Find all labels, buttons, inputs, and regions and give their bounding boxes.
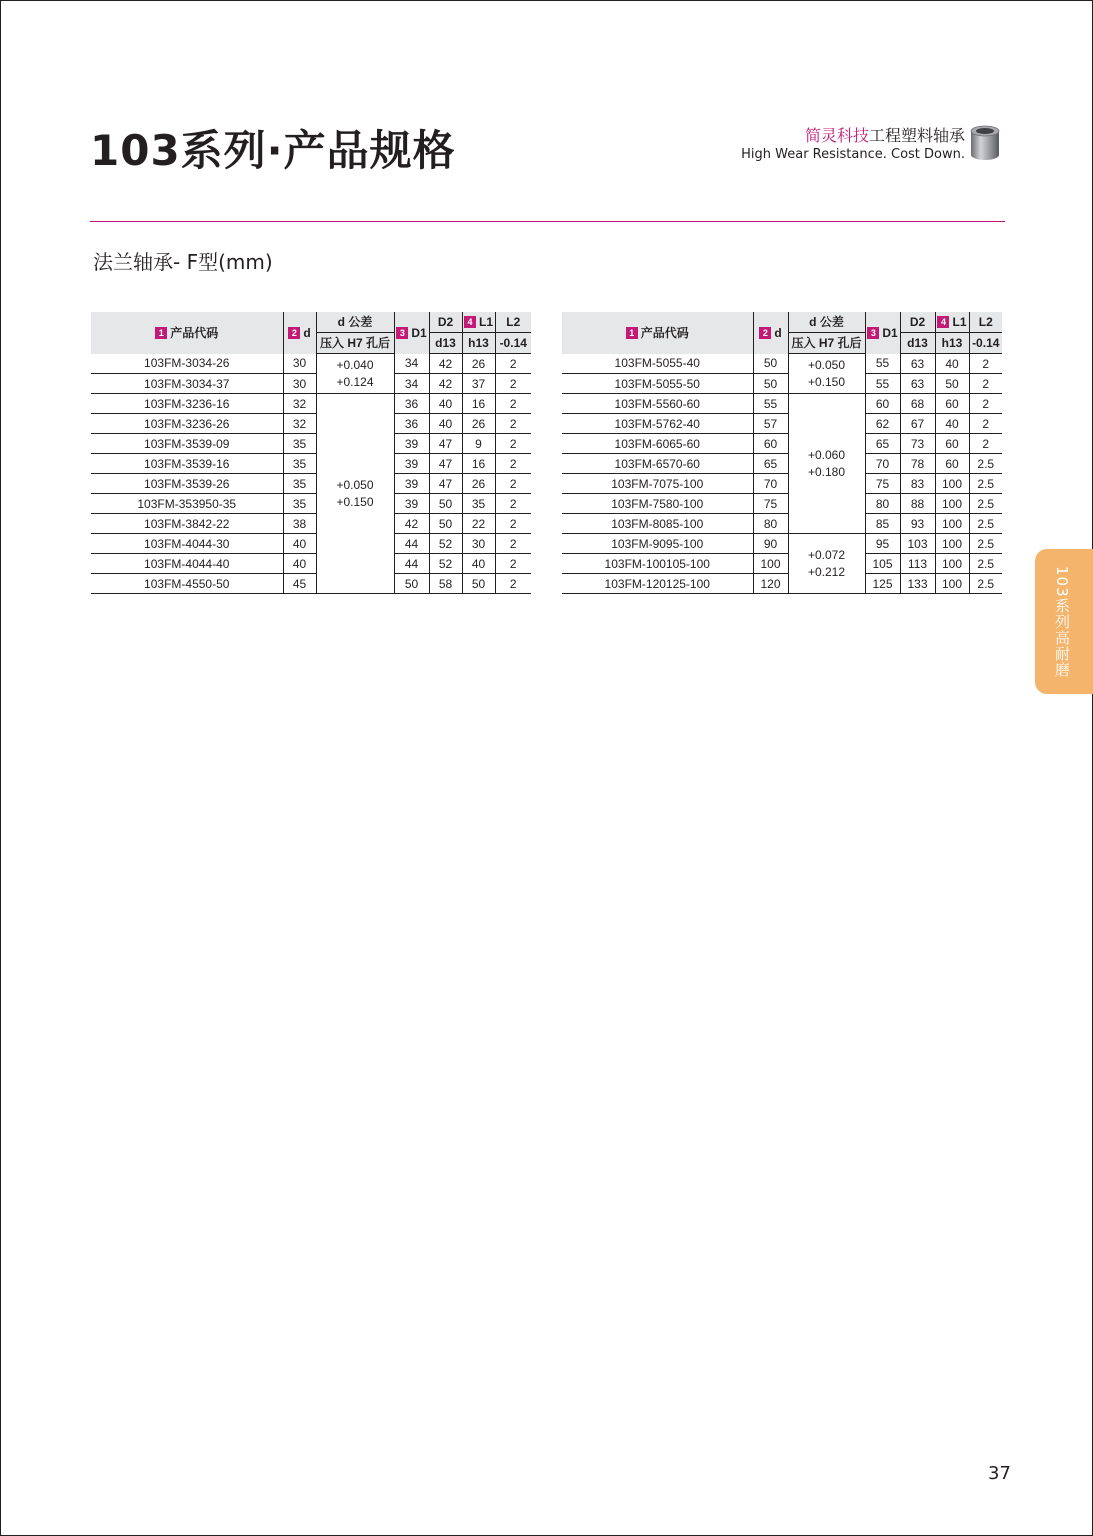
L2-cell: 2.5 — [969, 574, 1002, 594]
header-D1-label: D1 — [882, 325, 898, 340]
L1-cell: 16 — [462, 454, 495, 474]
header-tolerance: d 公差 — [788, 312, 865, 333]
d-cell: 32 — [283, 394, 316, 414]
header-tolerance: d 公差 — [316, 312, 394, 333]
table-row — [562, 434, 1002, 454]
L1-cell: 100 — [935, 474, 969, 494]
tolerance-upper: +0.050 — [336, 477, 374, 492]
D2-cell: 40 — [429, 414, 462, 434]
product-code-cell: 103FM-4044-30 — [91, 534, 283, 554]
tolerance-cell — [316, 394, 394, 594]
d-cell: 70 — [753, 474, 788, 494]
d-cell: 120 — [753, 574, 788, 594]
D1-cell: 95 — [865, 534, 900, 554]
L1-cell: 30 — [462, 534, 495, 554]
L1-cell: 50 — [462, 574, 495, 594]
L1-cell: 26 — [462, 474, 495, 494]
header-L1 — [935, 312, 969, 333]
tolerance-upper: +0.050 — [807, 357, 846, 372]
header-d — [283, 312, 316, 354]
L1-cell: 26 — [462, 414, 495, 434]
d-cell: 35 — [283, 474, 316, 494]
header-L1-sub: h13 — [935, 333, 969, 354]
L1-cell: 26 — [462, 354, 495, 374]
header-L1-sub: h13 — [462, 333, 495, 354]
table-row — [91, 434, 531, 454]
D2-cell: 42 — [429, 374, 462, 394]
table-row — [562, 554, 1002, 574]
D1-cell: 44 — [394, 554, 429, 574]
table-row — [562, 514, 1002, 534]
L1-cell: 40 — [935, 354, 969, 374]
L2-cell: 2.5 — [969, 554, 1002, 574]
d-cell: 40 — [283, 554, 316, 574]
marker-badge: 1 — [626, 327, 638, 339]
D2-cell: 93 — [900, 514, 935, 534]
table-row — [91, 454, 531, 474]
tolerance-lower: +0.150 — [336, 494, 374, 509]
product-code-cell: 103FM-5055-50 — [562, 374, 753, 394]
brand-accent-text: 简灵科技 — [804, 126, 869, 145]
tolerance-values — [317, 357, 394, 391]
marker-badge: 2 — [759, 327, 771, 339]
tolerance-lower: +0.212 — [807, 564, 846, 579]
table-row — [91, 554, 531, 574]
L2-cell: 2 — [495, 434, 531, 454]
D1-cell: 65 — [865, 434, 900, 454]
D2-cell: 133 — [900, 574, 935, 594]
L2-cell: 2 — [495, 574, 531, 594]
L2-cell: 2 — [969, 354, 1002, 374]
L2-cell: 2 — [495, 454, 531, 474]
d-cell: 60 — [753, 434, 788, 454]
section-title: 法兰轴承- F型(mm) — [93, 250, 273, 274]
D1-cell: 125 — [865, 574, 900, 594]
L2-cell: 2 — [969, 414, 1002, 434]
product-code-cell: 103FM-3034-26 — [91, 354, 283, 374]
marker-badge: 2 — [288, 327, 300, 339]
table-row — [91, 394, 531, 414]
L1-cell: 16 — [462, 394, 495, 414]
L2-cell: 2 — [495, 354, 531, 374]
D2-cell: 47 — [429, 474, 462, 494]
brand-name — [741, 126, 965, 146]
L1-cell: 37 — [462, 374, 495, 394]
product-code-cell: 103FM-4044-40 — [91, 554, 283, 574]
D1-cell: 55 — [865, 374, 900, 394]
D1-cell: 55 — [865, 354, 900, 374]
L2-cell: 2 — [969, 434, 1002, 454]
product-code-cell: 103FM-3236-26 — [91, 414, 283, 434]
product-code-cell: 103FM-353950-35 — [91, 494, 283, 514]
L1-cell: 100 — [935, 494, 969, 514]
table-row — [91, 374, 531, 394]
D2-cell: 67 — [900, 414, 935, 434]
D2-cell: 63 — [900, 374, 935, 394]
d-cell: 35 — [283, 454, 316, 474]
d-cell: 30 — [283, 374, 316, 394]
title-divider — [90, 221, 1005, 222]
product-code-cell: 103FM-3236-16 — [91, 394, 283, 414]
D2-cell: 52 — [429, 534, 462, 554]
L1-cell: 40 — [935, 414, 969, 434]
L2-cell: 2 — [495, 554, 531, 574]
d-cell: 45 — [283, 574, 316, 594]
tolerance-upper: +0.072 — [807, 547, 846, 562]
page-title: 103系列·产品规格 — [90, 126, 456, 175]
table-row — [91, 494, 531, 514]
spec-table-right — [562, 312, 1002, 594]
header-product-code-label: 产品代码 — [170, 325, 219, 340]
D2-cell: 50 — [429, 514, 462, 534]
L2-cell: 2 — [969, 374, 1002, 394]
product-code-cell: 103FM-3539-16 — [91, 454, 283, 474]
D2-cell: 50 — [429, 494, 462, 514]
product-code-cell: 103FM-7580-100 — [562, 494, 753, 514]
d-cell: 65 — [753, 454, 788, 474]
product-code-cell: 103FM-3034-37 — [91, 374, 283, 394]
D2-cell: 83 — [900, 474, 935, 494]
L2-cell: 2.5 — [969, 474, 1002, 494]
d-cell: 57 — [753, 414, 788, 434]
product-code-cell: 103FM-120125-100 — [562, 574, 753, 594]
L1-cell: 60 — [935, 394, 969, 414]
L2-cell: 2.5 — [969, 514, 1002, 534]
header-L2-sub: -0.14 — [969, 333, 1002, 354]
D1-cell: 80 — [865, 494, 900, 514]
L2-cell: 2.5 — [969, 454, 1002, 474]
header-tolerance-sub: 压入 H7 孔后 — [316, 333, 394, 354]
D1-cell: 39 — [394, 474, 429, 494]
d-cell: 38 — [283, 514, 316, 534]
tolerance-lower: +0.150 — [807, 374, 846, 389]
header-product-code-label: 产品代码 — [640, 325, 689, 340]
table-row — [91, 474, 531, 494]
bearing-icon — [968, 124, 1002, 162]
product-code-cell: 103FM-6570-60 — [562, 454, 753, 474]
header-D2-sub: d13 — [429, 333, 462, 354]
D2-cell: 42 — [429, 354, 462, 374]
product-code-cell: 103FM-3539-09 — [91, 434, 283, 454]
L2-cell: 2 — [495, 474, 531, 494]
spec-table-body — [562, 354, 1002, 594]
spec-table-body — [91, 354, 531, 594]
header-L2-sub: -0.14 — [495, 333, 531, 354]
header-L2: L2 — [969, 312, 1002, 333]
tolerance-values — [789, 357, 865, 391]
L1-cell: 100 — [935, 534, 969, 554]
header-D1-label: D1 — [411, 325, 427, 340]
header-product-code — [562, 312, 753, 354]
header-L2: L2 — [495, 312, 531, 333]
D2-cell: 68 — [900, 394, 935, 414]
table-row — [562, 474, 1002, 494]
d-cell: 40 — [283, 534, 316, 554]
marker-badge: 4 — [937, 316, 949, 328]
L1-cell: 60 — [935, 434, 969, 454]
d-cell: 55 — [753, 394, 788, 414]
header-D1 — [865, 312, 900, 354]
table-row — [91, 514, 531, 534]
d-cell: 100 — [753, 554, 788, 574]
product-code-cell: 103FM-3842-22 — [91, 514, 283, 534]
marker-badge: 3 — [396, 327, 408, 339]
D1-cell: 39 — [394, 434, 429, 454]
table-row — [562, 534, 1002, 554]
D1-cell: 36 — [394, 394, 429, 414]
D1-cell: 36 — [394, 414, 429, 434]
L1-cell: 100 — [935, 514, 969, 534]
D2-cell: 40 — [429, 394, 462, 414]
L2-cell: 2 — [495, 374, 531, 394]
product-code-cell: 103FM-9095-100 — [562, 534, 753, 554]
tolerance-values — [789, 447, 865, 481]
table-row — [562, 494, 1002, 514]
tolerance-cell — [316, 354, 394, 394]
tolerance-lower: +0.124 — [336, 374, 374, 389]
table-row — [91, 354, 531, 374]
header-d-label: d — [303, 325, 311, 340]
D1-cell: 39 — [394, 454, 429, 474]
header-d — [753, 312, 788, 354]
D2-cell: 58 — [429, 574, 462, 594]
L2-cell: 2 — [969, 394, 1002, 414]
D1-cell: 85 — [865, 514, 900, 534]
L2-cell: 2 — [495, 414, 531, 434]
d-cell: 32 — [283, 414, 316, 434]
L2-cell: 2 — [495, 514, 531, 534]
product-code-cell: 103FM-3539-26 — [91, 474, 283, 494]
D2-cell: 113 — [900, 554, 935, 574]
D1-cell: 42 — [394, 514, 429, 534]
header-D2: D2 — [900, 312, 935, 333]
L1-cell: 100 — [935, 554, 969, 574]
header-D2-sub: d13 — [900, 333, 935, 354]
marker-badge: 1 — [155, 327, 167, 339]
d-cell: 30 — [283, 354, 316, 374]
d-cell: 75 — [753, 494, 788, 514]
d-cell: 90 — [753, 534, 788, 554]
product-code-cell: 103FM-8085-100 — [562, 514, 753, 534]
d-cell: 35 — [283, 434, 316, 454]
D1-cell: 39 — [394, 494, 429, 514]
L1-cell: 50 — [935, 374, 969, 394]
D1-cell: 44 — [394, 534, 429, 554]
d-cell: 80 — [753, 514, 788, 534]
brand-product-text: 工程塑料轴承 — [868, 126, 965, 145]
header-L1-label: L1 — [952, 315, 967, 329]
d-cell: 50 — [753, 374, 788, 394]
d-cell: 50 — [753, 354, 788, 374]
L1-cell: 9 — [462, 434, 495, 454]
product-code-cell: 103FM-5560-60 — [562, 394, 753, 414]
table-row — [562, 374, 1002, 394]
D2-cell: 78 — [900, 454, 935, 474]
header-product-code — [91, 312, 283, 354]
D2-cell: 73 — [900, 434, 935, 454]
product-code-cell: 103FM-5055-40 — [562, 354, 753, 374]
section-side-tab-label: 103系列高耐磨 — [1053, 566, 1071, 678]
product-code-cell: 103FM-100105-100 — [562, 554, 753, 574]
D2-cell: 47 — [429, 454, 462, 474]
table-row — [91, 574, 531, 594]
header-tolerance-sub: 压入 H7 孔后 — [788, 333, 865, 354]
marker-badge: 4 — [464, 316, 476, 328]
D2-cell: 47 — [429, 434, 462, 454]
tolerance-values — [317, 477, 394, 511]
D1-cell: 50 — [394, 574, 429, 594]
D1-cell: 62 — [865, 414, 900, 434]
L2-cell: 2 — [495, 534, 531, 554]
L2-cell: 2 — [495, 494, 531, 514]
page-number: 37 — [988, 1463, 1011, 1484]
D1-cell: 75 — [865, 474, 900, 494]
tolerance-cell — [788, 394, 865, 534]
spec-table-left — [91, 312, 531, 594]
L1-cell: 35 — [462, 494, 495, 514]
brand-block — [741, 126, 965, 164]
L2-cell: 2.5 — [969, 534, 1002, 554]
table-row — [562, 454, 1002, 474]
L2-cell: 2 — [495, 394, 531, 414]
product-code-cell: 103FM-7075-100 — [562, 474, 753, 494]
L2-cell: 2.5 — [969, 494, 1002, 514]
D1-cell: 60 — [865, 394, 900, 414]
D1-cell: 105 — [865, 554, 900, 574]
table-row — [562, 414, 1002, 434]
tolerance-values — [789, 547, 865, 581]
header-d-label: d — [774, 325, 782, 340]
D1-cell: 70 — [865, 454, 900, 474]
tolerance-upper: +0.060 — [807, 447, 846, 462]
D2-cell: 88 — [900, 494, 935, 514]
marker-badge: 3 — [867, 327, 879, 339]
tolerance-upper: +0.040 — [336, 357, 374, 372]
product-code-cell: 103FM-6065-60 — [562, 434, 753, 454]
d-cell: 35 — [283, 494, 316, 514]
header-D2: D2 — [429, 312, 462, 333]
header-L1 — [462, 312, 495, 333]
L1-cell: 40 — [462, 554, 495, 574]
table-row — [562, 574, 1002, 594]
product-code-cell: 103FM-4550-50 — [91, 574, 283, 594]
tolerance-lower: +0.180 — [807, 464, 846, 479]
table-row — [91, 414, 531, 434]
L1-cell: 100 — [935, 574, 969, 594]
product-code-cell: 103FM-5762-40 — [562, 414, 753, 434]
table-row — [562, 394, 1002, 414]
table-row — [562, 354, 1002, 374]
D2-cell: 52 — [429, 554, 462, 574]
tolerance-cell — [788, 354, 865, 394]
D1-cell: 34 — [394, 374, 429, 394]
header-L1-label: L1 — [478, 315, 493, 329]
L1-cell: 60 — [935, 454, 969, 474]
tolerance-cell — [788, 534, 865, 594]
brand-tagline: High Wear Resistance. Cost Down. — [741, 147, 965, 162]
header-D1 — [394, 312, 429, 354]
table-row — [91, 534, 531, 554]
D1-cell: 34 — [394, 354, 429, 374]
L1-cell: 22 — [462, 514, 495, 534]
D2-cell: 103 — [900, 534, 935, 554]
D2-cell: 63 — [900, 354, 935, 374]
